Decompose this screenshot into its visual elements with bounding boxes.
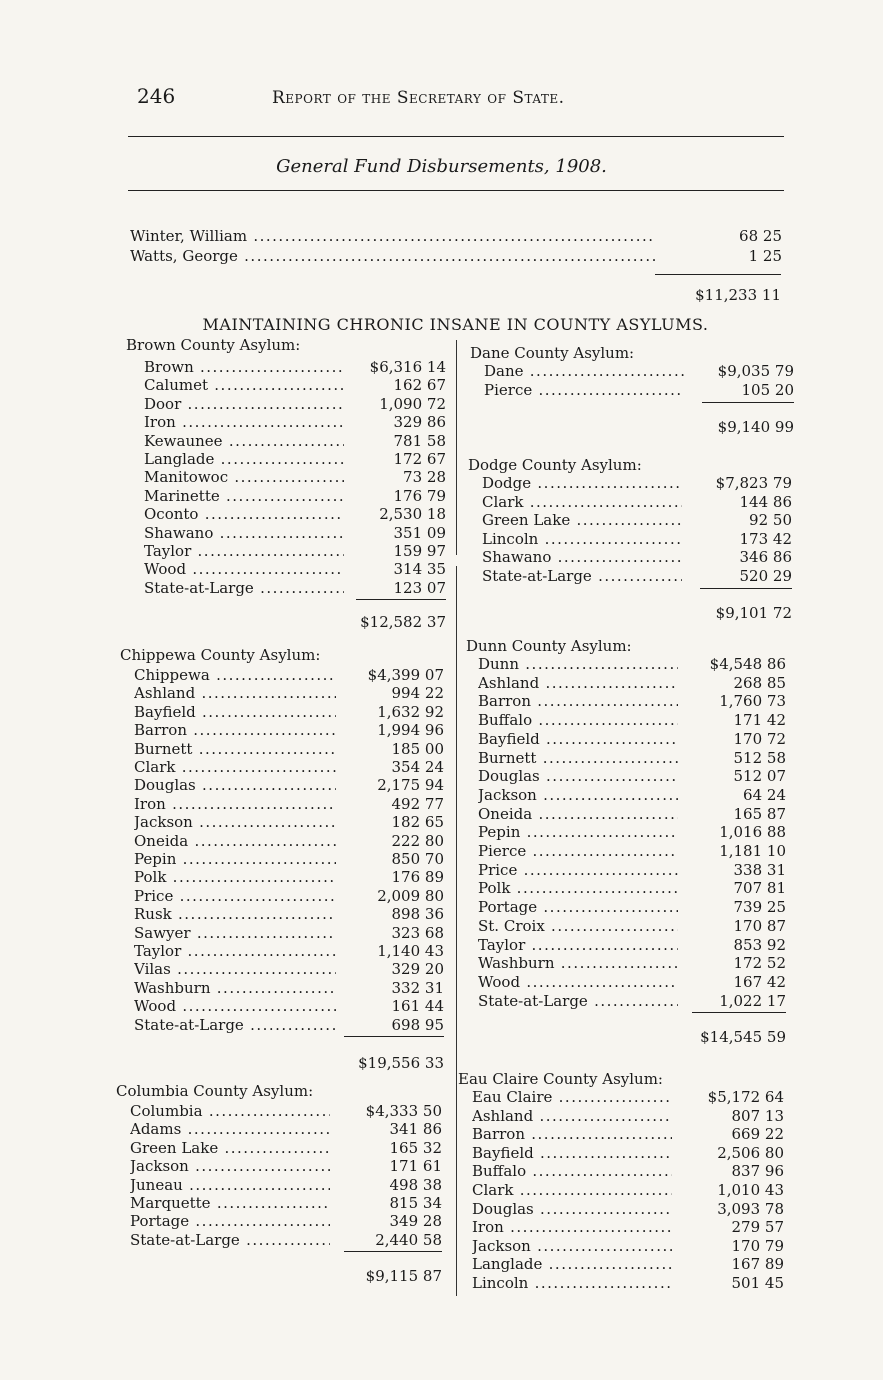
county-amount: 165 32 [389, 1138, 442, 1157]
county-name: Barron ..... [472, 1125, 672, 1143]
county-name: Lincoln ..... [472, 1274, 672, 1292]
county-amount: 341 86 [389, 1120, 442, 1139]
county-name: Price ..... [134, 887, 336, 905]
table-row [116, 1231, 442, 1249]
county-amount: 1,022 17 [719, 991, 786, 1010]
county-name: State-at-Large ..... [478, 992, 678, 1010]
header-rule-bottom [128, 190, 784, 191]
county-amount: 172 52 [733, 954, 786, 973]
table-row [120, 832, 444, 850]
top-entry-amount: 1 25 [748, 247, 782, 265]
county-name: Polk ..... [134, 868, 336, 886]
county-amount: 815 34 [389, 1194, 442, 1212]
table-row [120, 813, 444, 831]
subtotal-rule [700, 588, 792, 589]
table-row [116, 1212, 442, 1230]
county-amount: 1,181 10 [719, 842, 786, 860]
table-row [126, 450, 446, 468]
county-name: Jackson ..... [472, 1237, 672, 1255]
county-amount: 2,440 58 [375, 1230, 442, 1249]
county-name: Price ..... [478, 861, 678, 879]
subtotal: $9,115 87 [365, 1267, 442, 1286]
table-row [126, 376, 446, 394]
table-row [466, 973, 786, 991]
table-row [120, 684, 444, 702]
county-amount: $4,548 86 [709, 655, 786, 673]
county-amount: 144 86 [739, 492, 792, 511]
county-amount: 323 68 [391, 923, 444, 942]
county-name: Barron ..... [134, 721, 336, 739]
table-row [120, 850, 444, 868]
table-row [468, 511, 792, 529]
county-amount: 176 79 [393, 486, 446, 505]
eau-claire-asylum-title: Eau Claire County Asylum: [458, 1070, 663, 1088]
county-name: Marquette ..... [130, 1194, 330, 1212]
county-name: Jackson ..... [478, 786, 678, 804]
county-amount: 807 13 [731, 1106, 784, 1125]
county-name: Portage ..... [130, 1212, 330, 1230]
county-name: Ashland ..... [478, 674, 678, 692]
county-amount: 92 50 [749, 511, 792, 530]
county-name: Buffalo ..... [478, 711, 678, 729]
table-row [466, 917, 786, 935]
dunn-asylum-title: Dunn County Asylum: [466, 637, 632, 655]
county-amount: 2,009 80 [377, 886, 444, 905]
county-amount: 329 86 [393, 413, 446, 432]
county-amount: 2,530 18 [379, 505, 446, 524]
county-amount: 512 07 [733, 767, 786, 786]
table-row [120, 942, 444, 960]
county-name: Douglas ..... [134, 776, 336, 794]
table-row [468, 493, 792, 511]
county-name: State-at-Large ..... [134, 1016, 336, 1034]
county-name: Door ..... [144, 395, 344, 413]
county-amount: 1,760 73 [719, 692, 786, 711]
table-row [458, 1107, 784, 1125]
table-row [458, 1237, 784, 1255]
county-name: Pierce ..... [478, 842, 678, 860]
county-name: Oneida ..... [134, 832, 336, 850]
county-amount: 165 87 [733, 804, 786, 823]
table-row [468, 548, 792, 566]
county-name: Adams ..... [130, 1120, 330, 1138]
county-name: Pepin ..... [478, 823, 678, 841]
header-rule-top [128, 136, 784, 137]
county-amount: 346 86 [739, 548, 792, 567]
table-row [466, 730, 786, 748]
county-amount: 349 28 [389, 1212, 442, 1231]
county-name: Wood ..... [134, 997, 336, 1015]
table-row [466, 898, 786, 916]
county-amount: 853 92 [733, 935, 786, 954]
county-amount: 170 72 [733, 729, 786, 748]
county-amount: 2,506 80 [717, 1143, 784, 1162]
section-title: General Fund Disbursements, 1908. [276, 156, 607, 177]
table-row [126, 542, 446, 560]
county-amount: $5,172 64 [707, 1088, 784, 1106]
table-row [120, 666, 444, 684]
county-name: Portage ..... [478, 898, 678, 916]
county-amount: 314 35 [393, 560, 446, 579]
county-amount: $4,333 50 [365, 1102, 442, 1120]
table-row [458, 1255, 784, 1273]
table-row [120, 887, 444, 905]
county-amount: 698 95 [391, 1015, 444, 1034]
county-amount: 159 97 [393, 542, 446, 560]
county-name: Wood ..... [478, 973, 678, 991]
county-name: Columbia ..... [130, 1102, 330, 1120]
county-name: Douglas ..... [478, 767, 678, 785]
county-amount: 64 24 [743, 785, 786, 804]
county-amount: 332 31 [391, 978, 444, 997]
county-name: Rusk ..... [134, 905, 336, 923]
county-amount: 669 22 [731, 1125, 784, 1144]
top-total-rule [655, 274, 781, 275]
table-row [126, 505, 446, 523]
county-amount: 173 42 [739, 529, 792, 548]
county-amount: 123 07 [393, 578, 446, 597]
table-row [126, 358, 446, 376]
table-row [116, 1194, 442, 1212]
county-name: Calumet ..... [144, 376, 344, 394]
dane-asylum-title: Dane County Asylum: [470, 344, 635, 362]
table-row [466, 992, 786, 1010]
county-name: Bayfield ..... [472, 1144, 672, 1162]
table-row [458, 1200, 784, 1218]
page-number: 246 [137, 84, 176, 108]
table-row [458, 1162, 784, 1180]
county-name: Oneida ..... [478, 805, 678, 823]
county-name: State-at-Large ..... [130, 1231, 330, 1249]
county-name: Polk ..... [478, 879, 678, 897]
county-name: Jackson ..... [130, 1157, 330, 1175]
county-amount: 171 42 [733, 711, 786, 730]
table-row [466, 674, 786, 692]
table-row [126, 395, 446, 413]
table-row [458, 1144, 784, 1162]
table-row [466, 823, 786, 841]
table-row [120, 758, 444, 776]
county-amount: 338 31 [733, 860, 786, 879]
table-row [126, 524, 446, 542]
table-row [126, 432, 446, 450]
table-row [116, 1102, 442, 1120]
table-row [470, 362, 794, 380]
county-name: Ashland ..... [472, 1107, 672, 1125]
county-name: Lincoln ..... [482, 530, 682, 548]
county-name: Juneau ..... [130, 1176, 330, 1194]
county-name: Barron ..... [478, 692, 678, 710]
subtotal: $9,140 99 [717, 418, 794, 436]
table-row [120, 997, 444, 1015]
county-name: Washburn ..... [478, 954, 678, 972]
table-row [458, 1274, 784, 1292]
table-row [470, 381, 794, 399]
county-amount: $7,823 79 [715, 474, 792, 492]
county-name: Manitowoc ..... [144, 468, 344, 486]
county-amount: 1,090 72 [379, 394, 446, 413]
county-amount: 1,994 96 [377, 721, 444, 740]
county-amount: 161 44 [391, 997, 444, 1016]
table-row [468, 474, 792, 492]
county-amount: 1,010 43 [717, 1181, 784, 1199]
table-row [116, 1176, 442, 1194]
table-row [466, 786, 786, 804]
county-amount: 351 09 [393, 523, 446, 542]
county-amount: 354 24 [391, 758, 444, 776]
table-row [466, 767, 786, 785]
county-name: Wood ..... [144, 560, 344, 578]
county-name: Brown ..... [144, 358, 344, 376]
table-row [120, 905, 444, 923]
county-name: Dane ..... [484, 362, 684, 380]
county-name: State-at-Large ..... [482, 567, 682, 585]
county-amount: 994 22 [391, 684, 444, 703]
column-divider [456, 340, 457, 555]
main-heading: MAINTAINING CHRONIC INSANE IN COUNTY ASYLUMS. [202, 315, 709, 334]
county-name: Green Lake ..... [482, 511, 682, 529]
county-amount: 176 89 [391, 868, 444, 887]
county-name: Bayfield ..... [134, 703, 336, 721]
county-amount: $6,316 14 [369, 358, 446, 376]
county-amount: 172 67 [393, 450, 446, 468]
county-amount: 170 79 [731, 1236, 784, 1255]
county-amount: 739 25 [733, 898, 786, 917]
county-amount: 781 58 [393, 431, 446, 450]
table-row [466, 879, 786, 897]
county-amount: 171 61 [389, 1157, 442, 1176]
county-amount: 707 81 [733, 879, 786, 898]
county-name: Shawano ..... [144, 524, 344, 542]
table-row [126, 413, 446, 431]
county-amount: 170 87 [733, 916, 786, 935]
county-amount: 492 77 [391, 794, 444, 813]
county-amount: 501 45 [731, 1274, 784, 1292]
county-amount: 222 80 [391, 831, 444, 850]
table-row [466, 655, 786, 673]
columbia-asylum-title: Columbia County Asylum: [116, 1082, 314, 1100]
table-row [468, 530, 792, 548]
county-amount: 512 58 [733, 748, 786, 767]
table-row [116, 1139, 442, 1157]
county-amount: 898 36 [391, 905, 444, 924]
subtotal-rule [702, 402, 794, 403]
county-amount: 167 89 [731, 1255, 784, 1274]
table-row [468, 567, 792, 585]
county-amount: 167 42 [733, 972, 786, 991]
county-amount: 1,016 88 [719, 823, 786, 842]
county-amount: $9,035 79 [717, 362, 794, 380]
table-row [126, 560, 446, 578]
county-name: Clark ..... [134, 758, 336, 776]
county-amount: 498 38 [389, 1175, 442, 1194]
table-row [466, 842, 786, 860]
county-name: Jackson ..... [134, 813, 336, 831]
table-row [120, 721, 444, 739]
table-row [466, 711, 786, 729]
county-name: Clark ..... [482, 493, 682, 511]
county-name: Taylor ..... [478, 936, 678, 954]
county-amount: 268 85 [733, 673, 786, 692]
subtotal-rule [356, 599, 446, 600]
table-row [120, 703, 444, 721]
table-row [120, 776, 444, 794]
top-entry [130, 226, 782, 246]
table-row [120, 960, 444, 978]
county-name: Green Lake ..... [130, 1139, 330, 1157]
table-row [466, 805, 786, 823]
county-amount: 105 20 [741, 381, 794, 399]
table-row [116, 1120, 442, 1138]
subtotal-rule [692, 1012, 786, 1013]
county-name: Eau Claire ..... [472, 1088, 672, 1106]
county-amount: 837 96 [731, 1162, 784, 1181]
table-row [466, 692, 786, 710]
table-row [126, 468, 446, 486]
table-row [120, 1016, 444, 1034]
county-name: Washburn ..... [134, 979, 336, 997]
county-name: Langlade ..... [144, 450, 344, 468]
county-name: Iron ..... [472, 1218, 672, 1236]
county-name: Taylor ..... [144, 542, 344, 560]
county-amount: 2,175 94 [377, 776, 444, 795]
table-row [458, 1088, 784, 1106]
county-name: Chippewa ..... [134, 666, 336, 684]
county-name: Burnett ..... [134, 740, 336, 758]
county-name: Marinette ..... [144, 487, 344, 505]
top-entry [130, 246, 782, 266]
county-name: Pierce ..... [484, 381, 684, 399]
county-name: Buffalo ..... [472, 1162, 672, 1180]
top-entry-name: Watts, George ..... [130, 246, 655, 266]
county-amount: 182 65 [391, 813, 444, 832]
county-name: Pepin ..... [134, 850, 336, 868]
county-amount: 1,140 43 [377, 942, 444, 960]
subtotal: $14,545 59 [700, 1028, 786, 1047]
subtotal: $9,101 72 [715, 603, 792, 622]
county-name: Iron ..... [134, 795, 336, 813]
county-name: Clark ..... [472, 1181, 672, 1199]
table-row [466, 936, 786, 954]
county-name: Sawyer ..... [134, 924, 336, 942]
county-name: Oconto ..... [144, 505, 344, 523]
subtotal-rule [344, 1251, 442, 1252]
county-amount: 1,632 92 [377, 702, 444, 721]
county-name: St. Croix ..... [478, 917, 678, 935]
county-amount: 3,093 78 [717, 1199, 784, 1218]
county-name: Langlade ..... [472, 1255, 672, 1273]
county-name: State-at-Large ..... [144, 579, 344, 597]
table-row [120, 868, 444, 886]
table-row [116, 1157, 442, 1175]
table-row [458, 1181, 784, 1199]
table-row [120, 795, 444, 813]
county-amount: 185 00 [391, 739, 444, 758]
county-amount: 279 57 [731, 1218, 784, 1237]
table-row [466, 954, 786, 972]
county-name: Dunn ..... [478, 655, 678, 673]
table-row [120, 924, 444, 942]
county-amount: 162 67 [393, 376, 446, 395]
county-name: Burnett ..... [478, 749, 678, 767]
county-amount: $4,399 07 [367, 666, 444, 684]
table-row [466, 749, 786, 767]
top-total: $11,233 11 [695, 286, 781, 304]
table-row [458, 1218, 784, 1236]
county-amount: 850 70 [391, 850, 444, 868]
dodge-asylum-title: Dodge County Asylum: [468, 456, 642, 474]
county-name: Shawano ..... [482, 548, 682, 566]
county-name: Iron ..... [144, 413, 344, 431]
table-row [458, 1125, 784, 1143]
table-row [120, 979, 444, 997]
county-amount: 73 28 [403, 468, 446, 487]
column-divider [456, 566, 457, 1296]
county-name: Taylor ..... [134, 942, 336, 960]
table-row [126, 579, 446, 597]
county-name: Bayfield ..... [478, 730, 678, 748]
top-entry-name: Winter, William ..... [130, 226, 655, 246]
county-amount: 329 20 [391, 960, 444, 979]
brown-asylum-title: Brown County Asylum: [126, 336, 301, 354]
table-row [120, 740, 444, 758]
county-name: Vilas ..... [134, 960, 336, 978]
running-head: Report of the Secretary of State. [272, 88, 565, 108]
table-row [466, 861, 786, 879]
subtotal: $19,556 33 [358, 1054, 444, 1072]
county-name: Dodge ..... [482, 474, 682, 492]
county-name: Ashland ..... [134, 684, 336, 702]
table-row [126, 487, 446, 505]
top-entry-amount: 68 25 [739, 227, 782, 245]
subtotal: $12,582 37 [360, 613, 446, 632]
county-amount: 520 29 [739, 567, 792, 585]
county-name: Kewaunee ..... [144, 432, 344, 450]
county-name: Douglas ..... [472, 1200, 672, 1218]
subtotal-rule [344, 1036, 444, 1037]
chippewa-asylum-title: Chippewa County Asylum: [120, 646, 321, 664]
